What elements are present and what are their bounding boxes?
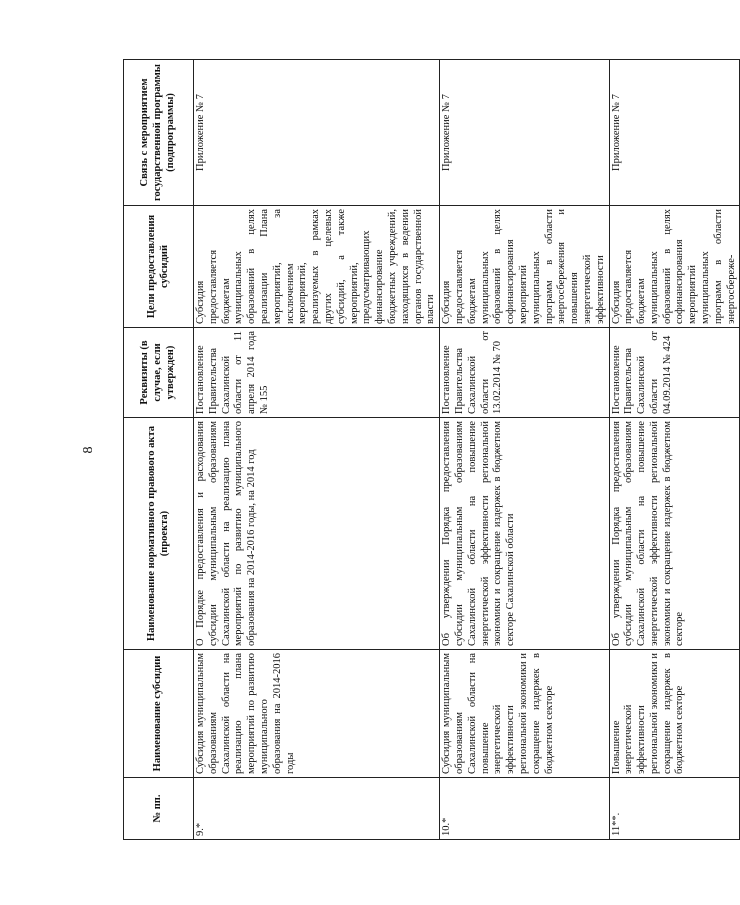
cell-subsidy-name: Повышение энергетической эффективности региональной экономики и сокращение издержек в бюджетном секторе xyxy=(609,650,740,778)
cell-link: Приложение № 7 xyxy=(440,60,609,206)
cell-num: 11**. xyxy=(609,778,740,840)
page-number: 8 xyxy=(81,446,96,454)
cell-goals: Субсидия предоставляется бюджетам муниципальных образований в целях софинансирования мероприятий муниципальных программ в области энергосбереже- xyxy=(609,206,740,328)
cell-num: 9.* xyxy=(194,778,440,840)
cell-subsidy-name: Субсидия муниципальным образованиям Сахалинской области на реализацию плана мероприятий по развитию муниципального образования на 2014-2016 годы xyxy=(194,650,440,778)
table-row xyxy=(194,60,440,840)
cell-num: 10.* xyxy=(440,778,609,840)
cell-link: Приложение № 7 xyxy=(609,60,740,206)
table-header-row xyxy=(124,60,194,840)
cell-subsidy-name: Субсидия муниципальным образованиям Сахалинской области на повышение энергетической эффективности региональной экономики и сокращение издержек в бюджетном секторе xyxy=(440,650,609,778)
cell-requisites: Постановление Правительства Сахалинской области от 11 апреля 2014 года № 155 xyxy=(194,328,440,418)
table-row xyxy=(440,60,609,840)
cell-goals: Субсидия предоставляется бюджетам муниципальных образований в целях софинансирования мероприятий муниципальных программ в области энергосбережения и повышения энергетической эффективности xyxy=(440,206,609,328)
header-act-name: Наименование нормативного правового акта (проекта) xyxy=(124,418,194,650)
rotated-content xyxy=(73,60,737,840)
cell-link: Приложение № 7 xyxy=(194,60,440,206)
header-requisites: Реквизиты (в случае, если утвержден) xyxy=(124,328,194,418)
cell-act-name: Об утверждении Порядка предоставления субсидии муниципальным образованиям Сахалинской области на повышение энергетической эффективности региональной экономики и сокращение издержек в бюджетном секторе Сахалинской области xyxy=(440,418,609,650)
cell-act-name: Об утверждении Порядка предоставления субсидии муниципальным образованиям Сахалинской области на повышение энергетической эффективности региональной экономики и сокращение издержек в бюджетном секторе xyxy=(609,418,740,650)
header-goals: Цели предоставления субсидий xyxy=(124,206,194,328)
cell-goals: Субсидия предоставляется бюджетам муниципальных образований в целях реализации Плана мероприятий, за исключением мероприятий, реализуемых в рамках других целевых субсидий, а также мероприятий, предусматривающих финансирование бюджетных учреждений, находящихся в ведении органов государственной власти xyxy=(194,206,440,328)
cell-requisites: Постановление Правительства Сахалинской области от 13.02.2014 № 70 xyxy=(440,328,609,418)
cell-act-name: О Порядке предоставления и расходования субсидии муниципальным образованиям Сахалинской области на реализацию плана мероприятий по развитию муниципального образования на 2014-2016 годы, на 2014 год xyxy=(194,418,440,650)
subsidies-table xyxy=(123,59,740,840)
cell-requisites: Постановление Правительства Сахалинской области от 04.09.2014 № 424 xyxy=(609,328,740,418)
header-link: Связь с мероприятием государственной программы (подпрограммы) xyxy=(124,60,194,206)
header-subsidy-name: Наименование субсидии xyxy=(124,650,194,778)
table-row xyxy=(609,60,740,840)
header-num: № пп. xyxy=(124,778,194,840)
